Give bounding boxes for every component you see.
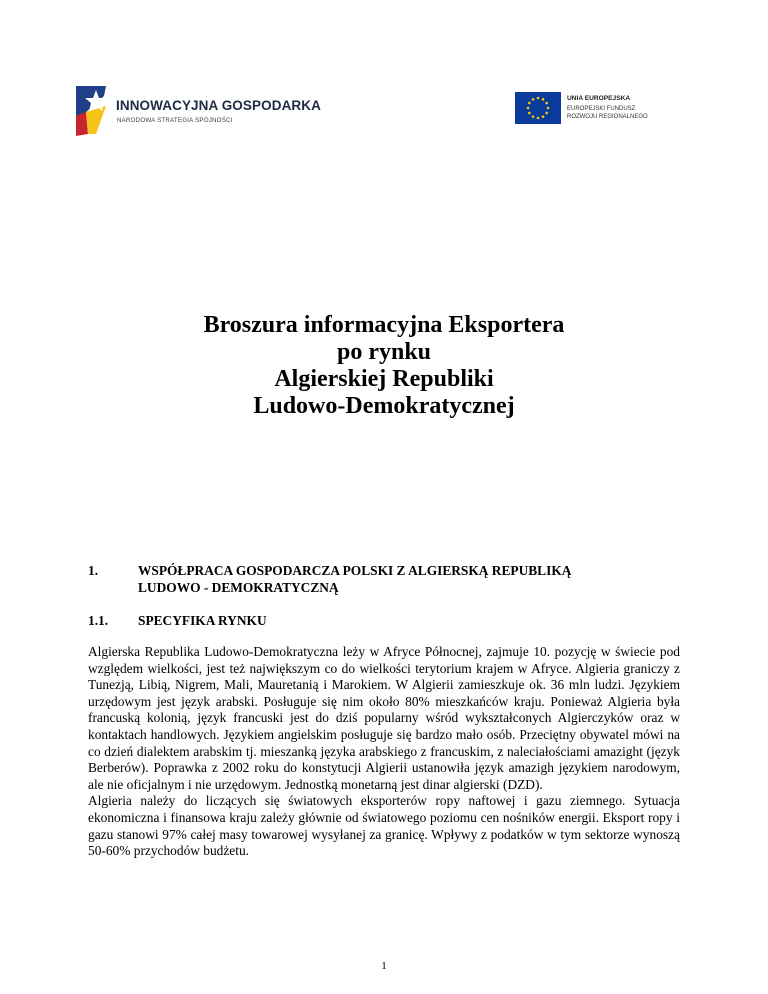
- section-1-1-title: SPECYFIKA RYNKU: [138, 613, 267, 628]
- eu-star: [532, 98, 535, 101]
- section-1-1-heading: [88, 612, 688, 630]
- eu-flag-icon: [515, 92, 561, 124]
- eu-star: [528, 112, 531, 115]
- logo-title: INNOWACYJNA GOSPODARKA: [116, 98, 321, 113]
- eu-star: [545, 112, 548, 115]
- eu-fund-line1: EUROPEJSKI FUNDUSZ: [567, 106, 636, 112]
- eu-star: [545, 102, 548, 105]
- eu-star: [547, 107, 550, 110]
- title-line-1: Broszura informacyjna Eksportera: [203, 312, 565, 338]
- section-1-heading: [88, 562, 688, 598]
- section-1-title-line-2: LUDOWO - DEMOKRATYCZNĄ: [138, 580, 339, 595]
- eu-star: [542, 98, 545, 101]
- eu-star: [527, 107, 530, 110]
- eu-star: [528, 102, 531, 105]
- section-1-1-number: 1.1.: [88, 613, 109, 628]
- section-1-title-line-1: WSPÓŁPRACA GOSPODARCZA POLSKI Z ALGIERSKĄ REPUBLIKĄ: [138, 563, 572, 578]
- eu-star: [532, 115, 535, 118]
- eu-star: [537, 97, 540, 100]
- eu-fund-line2: ROZWOJU REGIONALNEGO: [567, 114, 648, 120]
- eu-star: [537, 117, 540, 120]
- body-text: [88, 644, 680, 860]
- page-number: 1: [381, 960, 387, 972]
- eu-title: UNIA EUROPEJSKA: [567, 95, 631, 102]
- paragraph-2: Algieria należy do liczących się światowych eksporterów ropy naftowej i gazu ziemnego. Sytuacja ekonomiczna i finansowa kraju zależy głównie od światowego poziomu cen nośników energii. Eksport ropy i gazu stanowi 97% całej masy towarowej wysyłanej za granicę. Wpływy z podatków w tym sektorze wynoszą 50-60% przychodów budżetu.: [88, 793, 680, 859]
- section-1-number: 1.: [88, 563, 99, 578]
- logo-subtitle: NARODOWA STRATEGIA SPÓJNOŚCI: [117, 117, 233, 124]
- innowacyjna-gospodarka-logo: [76, 86, 321, 136]
- document-title: [100, 312, 668, 420]
- title-line-2: po rynku: [336, 339, 432, 365]
- title-line-4: Ludowo-Demokratycznej: [253, 393, 515, 419]
- paragraph-1: Algierska Republika Ludowo-Demokratyczna leży w Afryce Północnej, zajmuje 10. pozycję w świecie pod względem wielkości, jest też największym co do wielkości terytorium krajem w Afryce. Algieria graniczy z Tunezją, Libią, Nigrem, Mali, Mauretanią i Marokiem. W Algierii zamieszkuje ok. 36 mln ludzi. Językiem urzędowym jest język arabski. Posługuje się nim około 80% mieszkańców kraju. Ponieważ Algieria była francuską kolonią, język francuski jest do dziś popularny wśród wykształconych Algierczyków oraz w kontaktach handlowych. Językiem angielskim posługuje się bardzo mało osób. Przeciętny obywatel mówi na co dzień dialektem arabskim tj. mieszanką języka arabskiego z francuskim, z naleciałościami amazight (język Berberów). Poprawka z 2002 roku do konstytucji Algierii ustanowiła język amazigh językiem narodowym, ale nie oficjalnym i nie urzędowym. Jednostką monetarną jest dinar algierski (DZD).: [88, 644, 680, 792]
- title-line-3: Algierskiej Republiki: [274, 366, 494, 392]
- eu-star: [542, 115, 545, 118]
- star-emblem-icon: [76, 86, 114, 136]
- unia-europejska-logo: [515, 92, 665, 128]
